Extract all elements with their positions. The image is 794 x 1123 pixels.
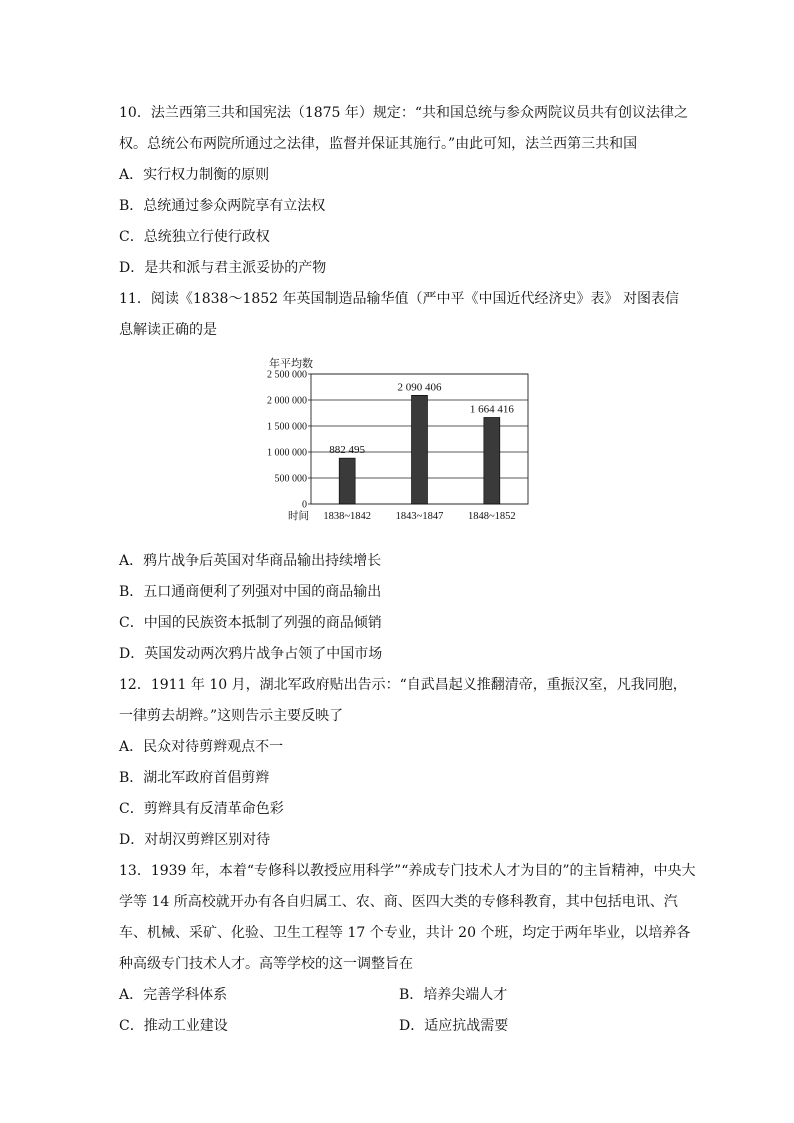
bar bbox=[412, 395, 428, 504]
q11-option-c[interactable]: C．中国的民族资本抵制了列强的商品倾销 bbox=[119, 615, 382, 631]
question-13 bbox=[119, 856, 696, 1042]
q13-stem-line2: 学等 14 所高校就开办有各自归属工、农、商、医四大类的专修科教育，其中包括电讯、汽 bbox=[119, 894, 678, 910]
x-axis-title: 时间 bbox=[288, 511, 309, 522]
y-tick-label: 2 000 000 bbox=[267, 395, 307, 407]
q13-option-c[interactable]: C．推动工业建设 bbox=[119, 1018, 228, 1034]
bar-value-label: 2 090 406 bbox=[397, 381, 442, 394]
question-10 bbox=[119, 98, 689, 284]
q12-option-c[interactable]: C．剪辫具有反清革命色彩 bbox=[119, 801, 284, 817]
export-bar-chart bbox=[119, 354, 679, 540]
q10-option-b[interactable]: B．总统通过参众两院享有立法权 bbox=[119, 198, 326, 214]
q12-option-d[interactable]: D．对胡汉剪辫区别对待 bbox=[119, 832, 271, 848]
question-12 bbox=[119, 670, 687, 856]
q13-option-d[interactable]: D．适应抗战需要 bbox=[399, 1018, 509, 1034]
q11-option-a[interactable]: A．鸦片战争后英国对华商品输出持续增长 bbox=[119, 553, 382, 569]
q13-options-row1 bbox=[119, 980, 679, 1011]
exam-page bbox=[119, 98, 696, 1042]
q10-stem-line1: 10．法兰西第三共和国宪法（1875 年）规定：“共和国总统与参众两院议员共有创议法律之 bbox=[119, 105, 689, 121]
y-tick-label: 1 000 000 bbox=[267, 447, 307, 459]
q13-option-b[interactable]: B．培养尖端人才 bbox=[399, 987, 508, 1003]
y-tick-label: 1 500 000 bbox=[267, 421, 307, 433]
q12-stem-line1: 12．1911 年 10 月，湖北军政府贴出告示：“自武昌起义推翻清帝，重振汉室，凡我同胞， bbox=[119, 677, 687, 693]
bar-value-label: 882 495 bbox=[329, 444, 366, 457]
q10-option-d[interactable]: D．是共和派与君主派妥协的产物 bbox=[119, 260, 327, 276]
q10-option-c[interactable]: C．总统独立行使行政权 bbox=[119, 229, 270, 245]
x-tick-label: 1843~1847 bbox=[395, 511, 444, 522]
question-11 bbox=[119, 284, 679, 670]
q10-option-a[interactable]: A．实行权力制衡的原则 bbox=[119, 167, 270, 183]
x-tick-label: 1848~1852 bbox=[467, 511, 516, 522]
q11-stem-line1: 11．阅读《1838～1852 年英国制造品输华值（严中平《中国近代经济史》表》 对图表信 bbox=[119, 291, 679, 307]
q12-option-a[interactable]: A．民众对待剪辫观点不一 bbox=[119, 739, 284, 755]
y-axis-title: 年平均数 bbox=[269, 358, 313, 370]
bar-value-label: 1 664 416 bbox=[469, 403, 514, 416]
bar-chart-svg bbox=[119, 354, 679, 540]
q12-option-b[interactable]: B．湖北军政府首倡剪辫 bbox=[119, 770, 270, 786]
q13-options-row2 bbox=[119, 1011, 679, 1042]
q12-stem-line2: 一律剪去胡辫。”这则告示主要反映了 bbox=[119, 708, 344, 724]
bar bbox=[484, 417, 500, 504]
q11-option-d[interactable]: D．英国发动两次鸦片战争占领了中国市场 bbox=[119, 646, 383, 662]
bar bbox=[339, 458, 355, 504]
x-tick-label: 1838~1842 bbox=[323, 511, 372, 522]
y-tick-label: 500 000 bbox=[274, 473, 307, 485]
y-tick-label: 2 500 000 bbox=[267, 369, 307, 381]
q13-stem-line3: 车、机械、采矿、化验、卫生工程等 17 个专业，共计 20 个班，均定于两年毕业，以培养各 bbox=[119, 925, 691, 941]
q13-option-a[interactable]: A．完善学科体系 bbox=[119, 987, 228, 1003]
q13-stem-line1: 13．1939 年，本着“专修科以教授应用科学”“养成专门技术人才为目的”的主旨精神，中央大 bbox=[119, 863, 696, 879]
q11-stem-line2: 息解读正确的是 bbox=[119, 322, 217, 338]
q13-stem-line4: 种高级专门技术人才。高等学校的这一调整旨在 bbox=[119, 956, 413, 972]
q11-option-b[interactable]: B．五口通商便利了列强对中国的商品输出 bbox=[119, 584, 382, 600]
y-tick-label: 0 bbox=[302, 499, 307, 511]
q10-stem-line2: 权。总统公布两院所通过之法律，监督并保证其施行。”由此可知，法兰西第三共和国 bbox=[119, 136, 638, 152]
